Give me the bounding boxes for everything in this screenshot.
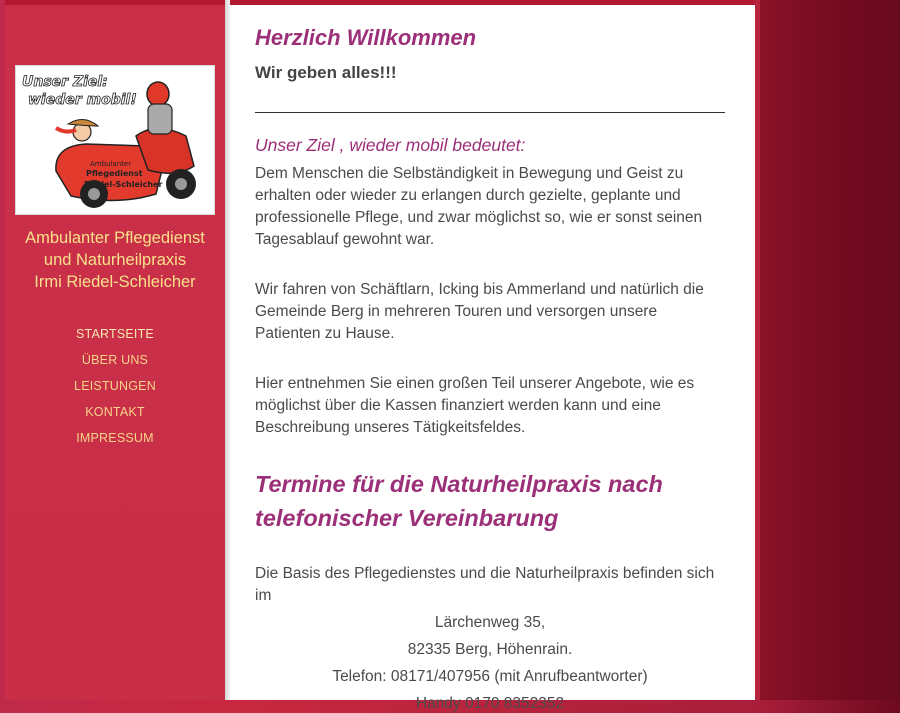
- offers-paragraph: Hier entnehmen Sie einen großen Teil unserer Angebote, wie es möglichst über die Kassen finanziert werden kann und eine Beschreibung unseres Tätigkeitsfeldes.: [255, 375, 695, 436]
- nav-link-leistungen[interactable]: LEISTUNGEN: [74, 379, 156, 393]
- brand-line-2: und Naturheilpraxis: [43, 251, 187, 269]
- brand-line-3: Irmi Riedel-Schleicher: [34, 273, 196, 291]
- nav-link-ueber-uns[interactable]: ÜBER UNS: [81, 353, 149, 367]
- nav-item-impressum: [5, 431, 225, 457]
- right-background-panel: [760, 0, 900, 700]
- mobile-number: Handy 0170 8352352: [415, 695, 565, 712]
- phone-number: Telefon: 08171/407956 (mit Anrufbeantworter): [332, 668, 648, 685]
- brand-name: [5, 227, 225, 293]
- nav-item-leistungen: [5, 379, 225, 405]
- content-divider: [255, 112, 725, 113]
- logo-sidecar-text-2: Pflegedienst: [86, 169, 143, 178]
- nav-link-kontakt[interactable]: KONTAKT: [85, 405, 145, 419]
- company-logo[interactable]: [15, 65, 215, 215]
- logo-sidecar-text-1: Ambulanter: [90, 160, 132, 168]
- nav-item-ueber-uns: [5, 353, 225, 379]
- sidebar: [5, 5, 225, 700]
- logo-sidecar-text-3: Riedel-Schleicher: [84, 180, 163, 189]
- nav-link-impressum[interactable]: IMPRESSUM: [76, 431, 154, 445]
- logo-slogan-top: Unser Ziel:: [22, 74, 108, 90]
- service-area-paragraph: Wir fahren von Schäftlarn, Icking bis Ammerland und natürlich die Gemeinde Berg in mehreren Touren und versorgen unsere Patienten zu Hause.: [255, 281, 704, 342]
- nav-link-startseite[interactable]: STARTSEITE: [76, 327, 154, 341]
- nav-item-startseite: [5, 327, 225, 353]
- appointments-heading: Termine für die Naturheilpraxis nach telefonischer Vereinbarung: [255, 471, 663, 531]
- location-paragraph: Die Basis des Pflegedienstes und die Naturheilpraxis befinden sich im: [255, 565, 715, 604]
- logo-illustration: [16, 66, 214, 214]
- tagline: Wir geben alles!!!: [255, 63, 397, 82]
- nav-item-kontakt: [5, 405, 225, 431]
- page-title: Herzlich Willkommen: [255, 25, 477, 50]
- goal-heading: Unser Ziel , wieder mobil bedeutet:: [255, 135, 526, 155]
- main-content: [230, 5, 755, 712]
- main-nav: [5, 327, 225, 457]
- brand-line-1: Ambulanter Pflegedienst: [25, 229, 205, 247]
- logo-slogan-bottom: wieder mobil!: [28, 92, 137, 108]
- address-city: 82335 Berg, Höhenrain.: [407, 641, 573, 658]
- intro-paragraph: Dem Menschen die Selbständigkeit in Bewegung und Geist zu erhalten oder wieder zu erlangen durch gezielte, geplante und professionelle Pflege, und zwar möglichst so, wie er sonst seinen Tagesablauf gewohnt war.: [255, 165, 703, 248]
- address-street: Lärchenweg 35,: [434, 614, 546, 631]
